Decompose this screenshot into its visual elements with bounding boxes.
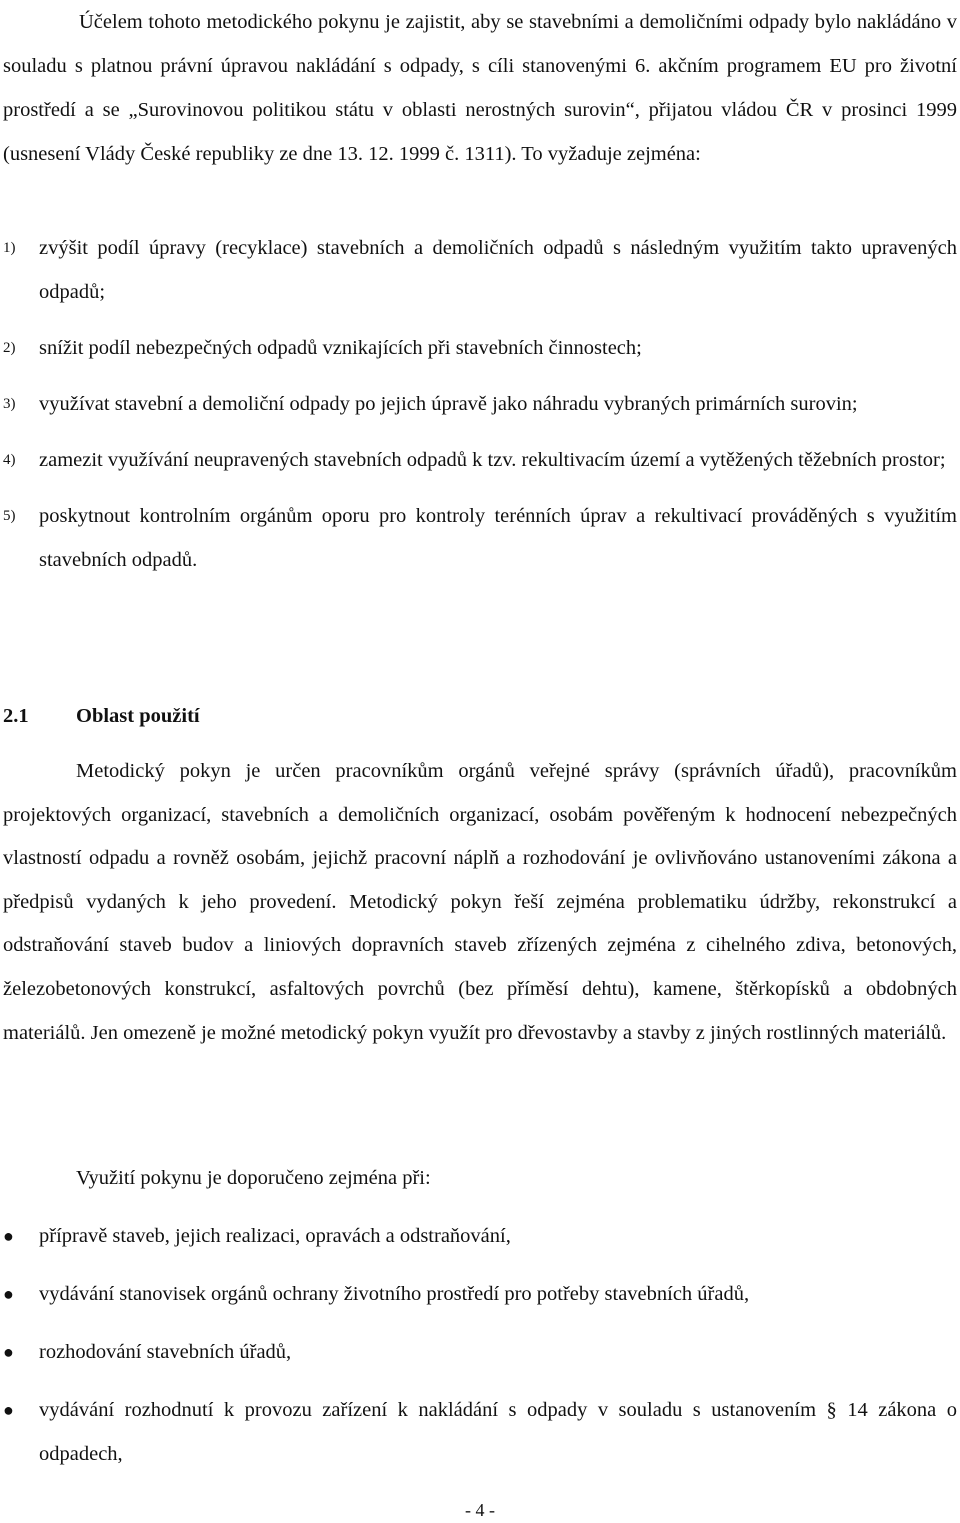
list-item-text: přípravě staveb, jejich realizaci, opravách a odstraňování, (39, 1225, 511, 1247)
bullet-list (3, 1214, 957, 1490)
list-item-text: zvýšit podíl úpravy (recyklace) stavebních a demoličních odpadů s následným využitím takto upravených odpadů; (39, 237, 957, 303)
list-item-text: poskytnout kontrolním orgánům oporu pro kontroly terénních úprav a rekultivací prováděných s využitím stavebních odpadů. (39, 505, 957, 571)
list-item-text: zamezit využívání neupravených stavebních odpadů k tzv. rekultivacím území a vytěžených těžebních prostor; (39, 449, 946, 471)
list-item (3, 1214, 957, 1258)
section-number: 2.1 (3, 705, 29, 727)
list-item-text: snížit podíl nebezpečných odpadů vznikajících při stavebních činnostech; (39, 337, 642, 359)
bullet-icon: ● (3, 1226, 14, 1246)
usage-intro: Využití pokynu je doporučeno zejména při: (76, 1167, 431, 1189)
list-item (3, 438, 957, 482)
list-item-text: využívat stavební a demoliční odpady po jejich úpravě jako náhradu vybraných primárních surovin; (39, 393, 858, 415)
list-item (3, 1272, 957, 1316)
list-item (3, 1330, 957, 1374)
section-body-paragraph: Metodický pokyn je určen pracovníkům orgánů veřejné správy (správních úřadů), pracovníkům projektových organizací, stavebních a demoličních organizací, osobám pověřeným k hodnocení nebezpečných vlastností odpadu a rovněž osobám, jejichž pracovní náplň a rozhodování je ovlivňováno ustanoveními zákona a předpisů vydaných k jeho provedení. Metodický pokyn řeší zejména problematiku údržby, rekonstrukcí a odstraňování staveb budov a liniových dopravních staveb zřízených zejména z cihelného zdiva, betonových, železobetonových konstrukcí, asfaltových povrchů (bez příměsí dehtu), kamene, štěrkopísků a obdobných materiálů. Jen omezeně je možné metodický pokyn využít pro dřevostavby a stavby z jiných rostlinných materiálů. (3, 760, 957, 1044)
section-heading (3, 694, 200, 738)
section-title: Oblast použití (76, 705, 200, 727)
intro-paragraph: Účelem tohoto metodického pokynu je zajistit, aby se stavebními a demoličními odpady bylo nakládáno v souladu s platnou právní úpravou nakládání s odpady, s cíli stanovenými 6. akčním programem EU pro životní prostředí a se „Surovinovou politikou státu v oblasti nerostných surovin“, přijatou vládou ČR v prosinci 1999 (usnesení Vlády České republiky ze dne 13. 12. 1999 č. 1311). To vyžaduje zejména: (3, 11, 957, 165)
list-item (3, 382, 957, 426)
bullet-icon: ● (3, 1400, 14, 1420)
list-marker: 5) (3, 508, 16, 524)
list-item (3, 1388, 957, 1476)
numbered-list (3, 226, 957, 594)
list-marker: 3) (3, 396, 16, 412)
list-item-text: rozhodování stavebních úřadů, (39, 1341, 292, 1363)
page-number: - 4 - (465, 1500, 495, 1520)
bullet-icon: ● (3, 1342, 14, 1362)
list-item-text: vydávání rozhodnutí k provozu zařízení k nakládání s odpady v souladu s ustanovením § 14 zákona o odpadech, (39, 1399, 957, 1465)
list-marker: 4) (3, 452, 16, 468)
list-item (3, 494, 957, 582)
list-item-text: vydávání stanovisek orgánů ochrany životního prostředí pro potřeby stavebních úřadů, (39, 1283, 750, 1305)
bullet-icon: ● (3, 1284, 14, 1304)
list-item (3, 326, 957, 370)
list-item (3, 226, 957, 314)
list-marker: 1) (3, 240, 16, 256)
list-marker: 2) (3, 340, 16, 356)
